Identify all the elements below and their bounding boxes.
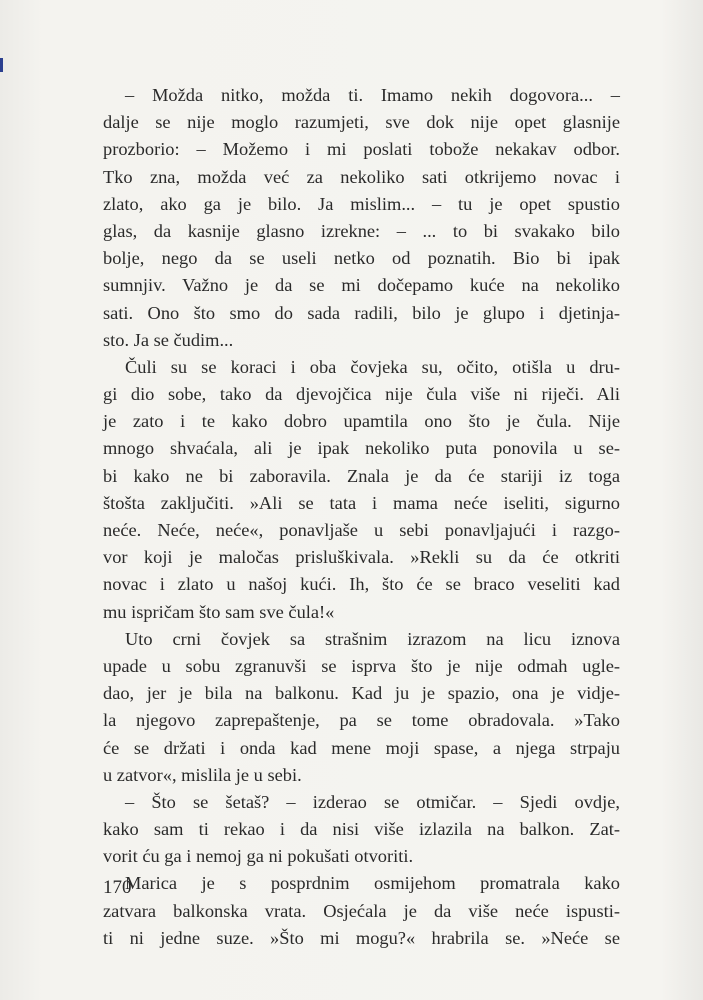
body-text [103,82,620,952]
text-line: kako sam ti rekao i da nisi više izlazila na balkon. Zat- [103,819,620,840]
text-line: bi kako ne bi zaboravila. Znala je da će stariji iz toga [103,465,620,486]
text-line: novac i zlato u našoj kući. Ih, što će se braco veseliti kad [103,574,620,595]
text-line: dao, jer je bila na balkonu. Kad ju je spazio, ona je vidje- [103,683,620,704]
text-line: štošta zaključiti. »Ali se tata i mama neće iseliti, sigurno [103,492,620,513]
text-line: Tko zna, možda već za nekoliko sati otkrijemo novac i [103,166,620,187]
text-line: neće. Neće, neće«, ponavljaše u sebi ponavljajući i razgo- [103,520,620,540]
text-line: Marica je s posprdnim osmijehom promatrala kako [125,873,620,894]
text-line: zatvara balkonska vrata. Osjećala je da više neće ispusti- [103,900,620,921]
text-line: Čuli su se koraci i oba čovjeka su, očito, otišla u dru- [125,356,620,377]
text-line: sati. Ono što smo do sada radili, bilo je glupo i djetinja- [103,302,620,323]
text-line: dalje se nije moglo razumjeti, sve dok nije opet glasnije [103,112,620,133]
text-line: vorit ću ga i nemoj ga ni pokušati otvoriti. [103,846,414,867]
text-line: sumnjiv. Važno je da se mi dočepamo kuće na nekoliko [103,275,620,296]
text-line: bolje, nego da se useli netko od poznatih. Bio bi ipak [103,248,620,269]
text-line: zlato, ako ga je bilo. Ja mislim... – tu je opet spustio [103,193,620,214]
text-line: glas, da kasnije glasno izrekne: – ... to bi svakako bilo [103,220,620,241]
text-line: upade u sobu zgranuvši se isprva što je nije odmah ugle- [103,655,620,676]
text-line: je zato i te kako dobro upamtila ono što je čula. Nije [103,411,620,432]
text-line: Uto crni čovjek sa strašnim izrazom na licu iznova [125,628,620,649]
text-line: prozborio: – Možemo i mi poslati tobože nekakav odbor. [103,139,620,160]
text-line: gi dio sobe, tako da djevojčica nije čula više ni riječi. Ali [103,384,620,405]
text-line: la njegovo zaprepaštenje, pa se tome obradovala. »Tako [103,710,620,731]
page-number: 170 [103,877,132,898]
text-line: vor koji je maločas prisluškivala. »Rekli su da će otkriti [103,547,620,568]
text-line: mnogo shvaćala, ali je ipak nekoliko puta ponovila u se- [103,438,620,459]
text-line: sto. Ja se čudim... [103,329,234,350]
text-line: ti ni jedne suze. »Što mi mogu?« hrabrila se. »Neće se [103,927,620,948]
edge-mark [0,58,3,72]
text-line: – Što se šetaš? – izderao se otmičar. – Sjedi ovdje, [125,791,620,812]
text-line: – Možda nitko, možda ti. Imamo nekih dogovora... – [125,85,620,105]
text-line: u zatvor«, mislila je u sebi. [103,764,302,785]
text-line: mu ispričam što sam sve čula!« [103,601,335,622]
text-line: će se držati i onda kad mene moji spase, a njega strpaju [103,737,620,758]
